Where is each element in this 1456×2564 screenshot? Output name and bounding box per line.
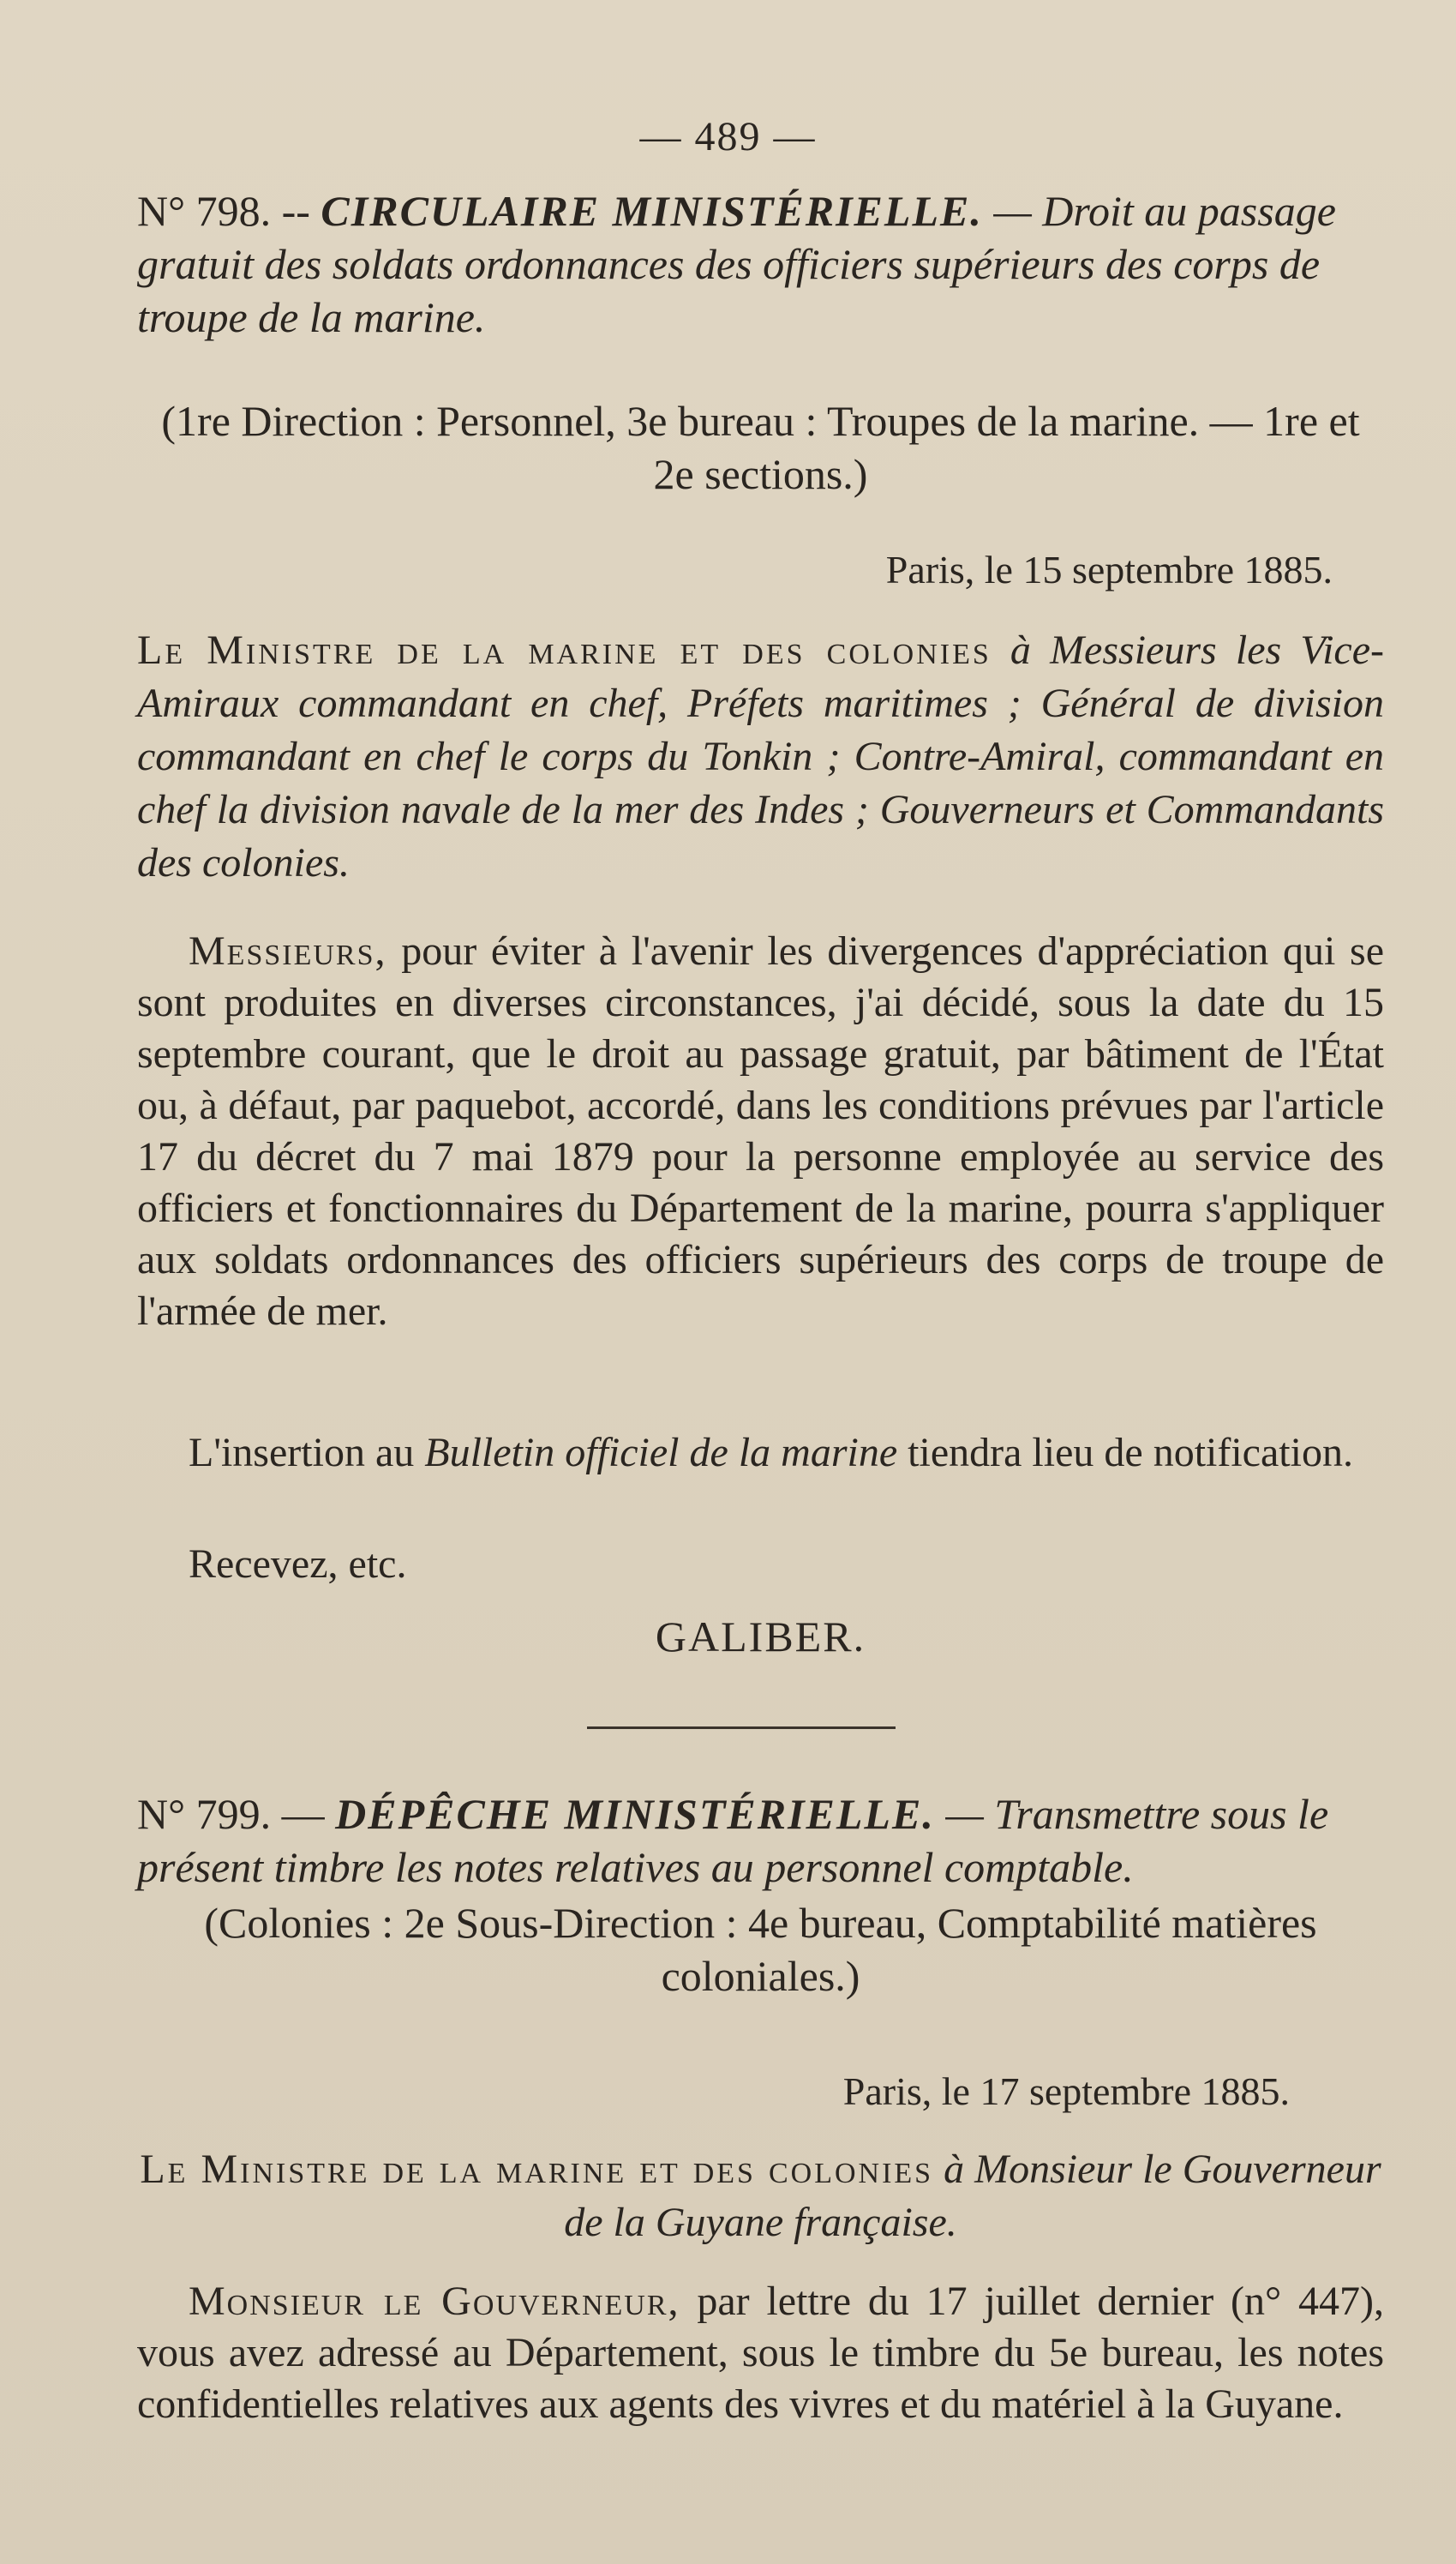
paragraph-text-c: tiendra lieu de notification. <box>908 1430 1353 1475</box>
entry-799-addressee <box>137 2143 1384 2249</box>
entry-799-date: Paris, le 17 septembre 1885. <box>842 2069 1290 2113</box>
entry-798-date: Paris, le 15 septembre 1885. <box>885 548 1333 591</box>
addressee-lead: Le Ministre de la marine et des colonies <box>137 627 992 673</box>
entry-number: N° 798. -- <box>137 187 310 235</box>
paragraph-text: pour éviter à l'avenir les divergences d'appréciation qui se sont produites en diverses circonstances, j'ai décidé, sous la date du 15 septembre courant, que le droit au passage gratuit, par bâtiment de l'État ou, à défaut, par paquebot, accordé, dans les conditions prévues par l'article 17 du décret du 7 mai 1879 pour la personne employée au service des officiers et fonctionnaires du Département de la marine, pourra s'appliquer aux soldats ordonnances des officiers supérieurs des corps de troupe de l'armée de mer. <box>137 928 1384 1334</box>
entry-798-paragraph-2 <box>137 1427 1384 1479</box>
bulletin-title: Bulletin officiel de la marine <box>424 1430 898 1475</box>
entry-799-direction: (Colonies : 2e Sous-Direction : 4e bureau, Comptabilité matières coloniales.) <box>204 1899 1317 2000</box>
entry-798-addressee <box>137 624 1384 890</box>
entry-title: DÉPÊCHE MINISTÉRIELLE. <box>335 1790 935 1838</box>
salutation: Messieurs, <box>189 928 387 974</box>
entry-number: N° 799. — <box>137 1790 325 1838</box>
addressee-lead: Le Ministre de la marine et des colonies <box>140 2147 934 2192</box>
entry-subject: — Transmettre sous le présent timbre les notes relatives au personnel comptable. <box>137 1790 1329 1891</box>
addressee-text: à Messieurs les Vice-Amiraux commandant en chef, Préfets maritimes ; Général de division commandant en chef le corps du Tonkin ; Contre-Amiral, commandant en chef la division navale de la mer des Indes ; Gouverneurs et Commandants des colonies. <box>137 627 1385 886</box>
entry-798-paragraph-1 <box>137 926 1384 1337</box>
entry-798-signature: GALIBER. <box>655 1612 866 1660</box>
entry-798-closing: Recevez, etc. <box>189 1541 407 1587</box>
section-divider <box>587 1726 896 1729</box>
addressee-text: à Monsieur le Gouverneur de la Guyane française. <box>564 2147 1381 2245</box>
entry-799-heading <box>137 1787 1384 1894</box>
entry-title: CIRCULAIRE MINISTÉRIELLE. <box>321 187 983 235</box>
page-number: — 489 — <box>639 114 817 159</box>
entry-subject: — Droit au passage gratuit des soldats ordonnances des officiers supérieurs des corps de troupe de la marine. <box>137 187 1336 341</box>
entry-799-paragraph-1 <box>137 2276 1384 2430</box>
entry-798-heading <box>137 184 1384 344</box>
entry-798-direction: (1re Direction : Personnel, 3e bureau : Troupes de la marine. — 1re et 2e sections.) <box>161 397 1360 498</box>
paragraph-text: par lettre du 17 juillet dernier (n° 447), vous avez adressé au Département, sous le timbre du 5e bureau, les notes confidentielles relatives aux agents des vivres et du matériel à la Guyane. <box>137 2279 1385 2427</box>
salutation: Monsieur le Gouverneur, <box>189 2279 680 2324</box>
paragraph-text-a: L'insertion au <box>189 1430 415 1475</box>
